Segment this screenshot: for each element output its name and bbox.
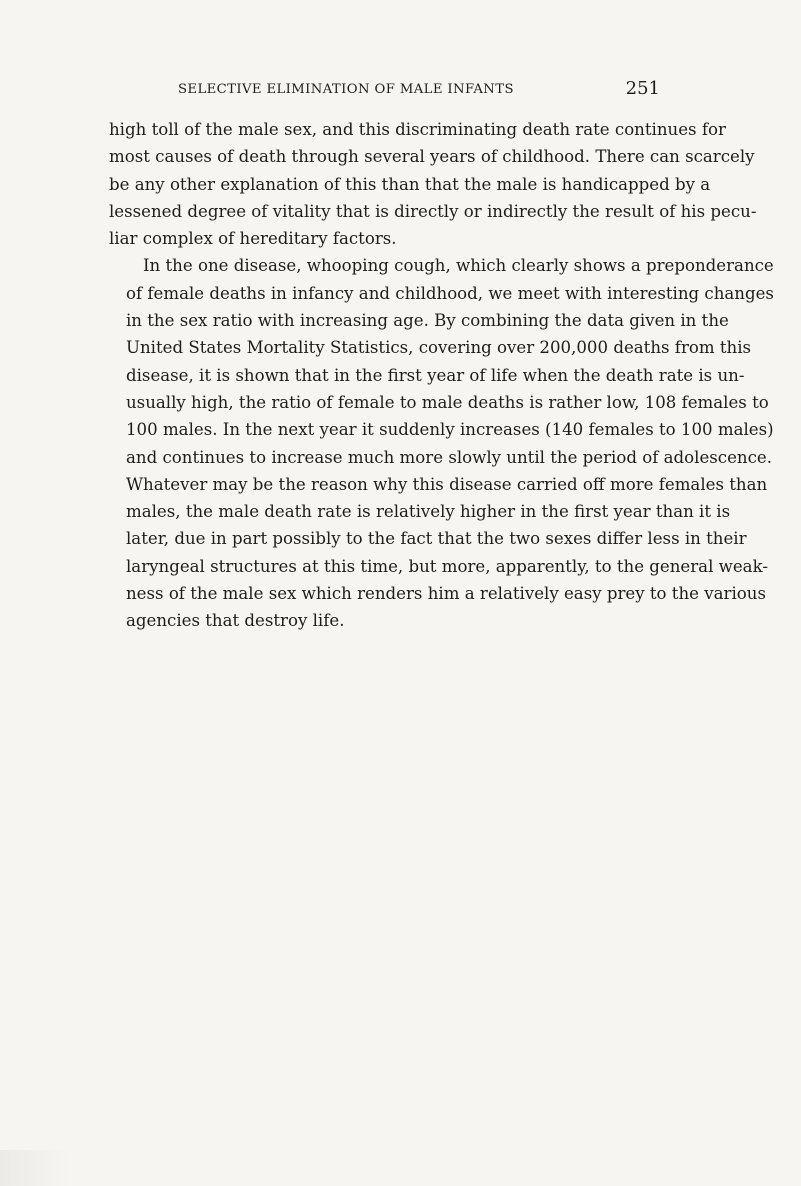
text-line: United States Mortality Statistics, covering over 200,000 deaths from this	[126, 338, 752, 358]
running-head: SELECTIVE ELIMINATION OF MALE INFANTS	[178, 82, 514, 97]
page-number: 251	[625, 78, 660, 99]
text-line: In the one disease, whooping cough, which clearly shows a preponderance	[143, 256, 774, 276]
text-line: disease, it is shown that in the first year of life when the death rate is un-	[126, 365, 745, 385]
text-line: agencies that destroy life.	[126, 611, 345, 631]
text-line: lessened degree of vitality that is directly or indirectly the result of his pecu-	[109, 201, 757, 221]
text-line: males, the male death rate is relatively higher in the first year than it is	[126, 502, 731, 522]
text-line: high toll of the male sex, and this discriminating death rate continues for	[109, 120, 726, 139]
text-line: and continues to increase much more slowly until the period of adolescence.	[126, 447, 772, 467]
text-line: Whatever may be the reason why this disease carried off more females than	[126, 474, 768, 494]
text-line: most causes of death through several years of childhood. There can scarcely	[109, 147, 755, 167]
body-text	[109, 116, 774, 635]
paragraph-2	[109, 252, 774, 634]
scan-shadow	[0, 1150, 68, 1186]
text-line: liar complex of hereditary factors.	[109, 229, 397, 249]
text-line: ness of the male sex which renders him a relatively easy prey to the various	[126, 584, 766, 604]
text-line: later, due in part possibly to the fact that the two sexes differ less in their	[126, 529, 747, 549]
page-header	[178, 78, 660, 102]
paragraph-1	[109, 116, 757, 252]
text-line: of female deaths in infancy and childhood, we meet with interesting changes	[126, 283, 774, 303]
text-line: 100 males. In the next year it suddenly increases (140 females to 100 males)	[126, 420, 774, 440]
text-line: be any other explanation of this than that the male is handicapped by a	[109, 174, 711, 194]
text-line: in the sex ratio with increasing age. By combining the data given in the	[126, 311, 729, 331]
text-line: usually high, the ratio of female to male deaths is rather low, 108 females to	[126, 392, 769, 412]
text-line: laryngeal structures at this time, but more, apparently, to the general weak-	[126, 556, 768, 576]
